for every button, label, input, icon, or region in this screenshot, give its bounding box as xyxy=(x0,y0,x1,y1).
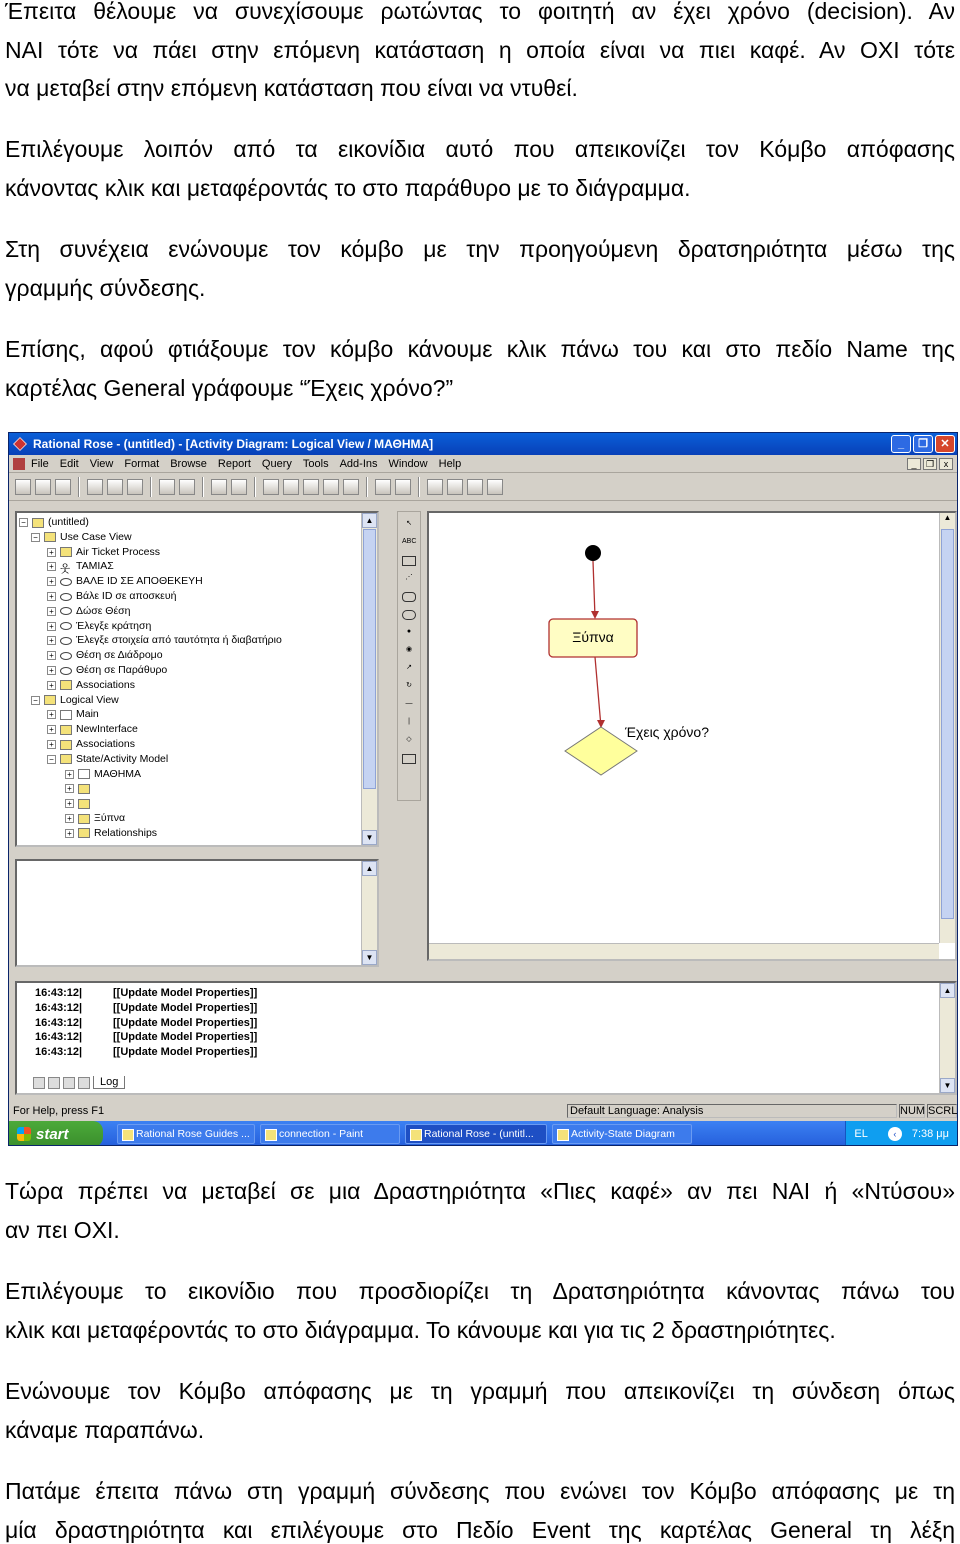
log-entry xyxy=(35,1031,257,1043)
decision-tool-icon[interactable]: ◇ xyxy=(406,736,412,743)
tree-item[interactable] xyxy=(47,752,168,767)
decision-label: Έχεις χρόνο? xyxy=(625,724,709,740)
self-transition-tool-icon[interactable]: ↻ xyxy=(406,682,412,689)
log-text: [[Update Model Properties]] xyxy=(113,1046,258,1059)
start-button[interactable] xyxy=(9,1121,103,1146)
scroll-up-icon[interactable]: ▲ xyxy=(943,513,952,522)
text-line: κάναμε παραπάνω. xyxy=(5,1416,205,1443)
anchor-tool-icon[interactable]: ⋰ xyxy=(405,574,413,581)
paragraph-decision-intro xyxy=(5,0,955,108)
tree-item[interactable] xyxy=(47,574,203,589)
text-line: Στη συνέχεια ενώνουμε τον κόμβο με την προηγούμενη δρατσηριότητα μέσω της xyxy=(5,236,955,262)
tree-item-label: Associations xyxy=(76,738,135,750)
tree-item-label: Έλεγξε κράτηση xyxy=(76,619,152,632)
end-state-tool-icon[interactable]: ◉ xyxy=(405,646,413,653)
browser-tree xyxy=(17,513,361,845)
state-tool-icon[interactable] xyxy=(402,592,416,602)
log-time: 16:43:12| xyxy=(35,1016,83,1029)
tray-arrow-icon[interactable]: ‹ xyxy=(888,1127,902,1141)
scroll-down-icon[interactable]: ▼ xyxy=(940,1078,955,1093)
toolbar-separator xyxy=(150,477,152,497)
tree-item-label: Associations xyxy=(76,678,135,691)
expand-icon[interactable]: + xyxy=(47,681,56,690)
save-icon[interactable] xyxy=(55,479,71,495)
tree-item[interactable] xyxy=(31,693,119,708)
expand-icon[interactable]: + xyxy=(47,636,56,645)
help-icon[interactable] xyxy=(211,479,227,495)
mdi-controls xyxy=(907,458,953,470)
tree-item[interactable] xyxy=(31,530,132,545)
tree-item-label: Use Case View xyxy=(60,530,132,543)
tree-item-label: Logical View xyxy=(60,693,119,706)
expand-icon[interactable]: + xyxy=(47,651,56,660)
expand-icon[interactable]: − xyxy=(31,696,40,705)
expand-icon[interactable]: + xyxy=(65,829,74,838)
text-line: κλικ και μεταφέροντάς το στο διάγραμμα. Το κάνουμε και για τις 2 δραστηριότητες. xyxy=(5,1316,836,1343)
tree-item-label: ΤΑΜΙΑΣ xyxy=(76,560,114,573)
log-scrollbar[interactable] xyxy=(939,983,955,1093)
expand-icon[interactable]: + xyxy=(65,770,74,779)
text-line: ΝΑΙ τότε να πάει στην επόμενη κατάσταση η οποία είναι να πιει καφέ. Αν ΟΧΙ τότε xyxy=(5,36,955,63)
task-paint[interactable]: connection - Paint xyxy=(260,1124,400,1144)
mdi-close-button[interactable]: x xyxy=(939,458,953,470)
menu-browse[interactable]: Browse xyxy=(170,457,207,470)
paragraph-name-field xyxy=(5,330,955,407)
open-icon[interactable] xyxy=(35,479,51,495)
expand-icon[interactable]: + xyxy=(47,562,56,571)
text-line: Ενώνουμε τον Κόμβο απόφασης με τη γραμμή που απεικονίζει τη σύνδεση όπως xyxy=(5,1378,955,1404)
log-tabs xyxy=(33,1076,125,1089)
usecase-icon xyxy=(60,593,72,601)
expand-icon[interactable]: + xyxy=(65,814,74,823)
prev-tab-icon[interactable] xyxy=(48,1077,60,1089)
menu-edit[interactable]: Edit xyxy=(59,457,79,470)
close-button[interactable]: ✕ xyxy=(935,435,955,453)
tree-item[interactable] xyxy=(47,737,135,752)
diagram-icon xyxy=(60,710,72,720)
tree-item[interactable] xyxy=(65,781,94,796)
tree-item-label: Relationships xyxy=(94,826,158,839)
deployment-diagram-icon[interactable] xyxy=(343,479,359,495)
state-icon xyxy=(78,799,90,809)
tree-item-label: Θέση σε Παράθυρο xyxy=(76,664,168,676)
log-window xyxy=(15,981,957,1095)
tree-item-label: Έλεγξε στοιχεία από ταυτότητα ή διαβατήριο xyxy=(76,634,282,647)
windows-logo-icon xyxy=(17,1127,31,1141)
paragraph-connect-node xyxy=(5,230,955,307)
usecase-icon xyxy=(60,652,72,660)
log-entry xyxy=(35,1017,257,1029)
view-doc-icon[interactable] xyxy=(231,479,247,495)
log-time: 16:43:12| xyxy=(35,1001,83,1014)
toolbar xyxy=(9,473,957,501)
system-tray xyxy=(845,1121,957,1146)
tree-item[interactable] xyxy=(47,545,160,560)
cut-icon[interactable] xyxy=(87,479,103,495)
fit-window-icon[interactable] xyxy=(467,479,483,495)
scroll-down-icon[interactable]: ▼ xyxy=(362,830,377,845)
help-hint: For Help, press F1 xyxy=(13,1105,105,1117)
folder-icon xyxy=(44,532,56,542)
log-entry xyxy=(35,1046,257,1058)
vertical-sync-tool-icon[interactable]: | xyxy=(408,718,410,725)
tab-log[interactable]: Log xyxy=(93,1076,125,1089)
swimlane-tool-icon[interactable] xyxy=(402,754,416,764)
toolbar-separator xyxy=(202,477,204,497)
paste-icon[interactable] xyxy=(127,479,143,495)
copy-icon[interactable] xyxy=(107,479,123,495)
tree-item-label: Βάλε ID σε αποσκευή xyxy=(76,590,177,602)
tree-item[interactable] xyxy=(65,811,125,826)
tree-item[interactable] xyxy=(47,707,99,722)
document-icon xyxy=(13,458,25,470)
menu-bar xyxy=(9,455,957,473)
expand-icon[interactable]: − xyxy=(47,755,56,764)
window-title: Rational Rose - (untitled) - [Activity Diagram: Logical View / ΜΑΘΗΜΑ] xyxy=(33,437,434,451)
mdi-minimize-button[interactable]: _ xyxy=(907,458,921,470)
expand-icon[interactable]: + xyxy=(47,592,56,601)
menu-format[interactable]: Format xyxy=(124,457,160,470)
tree-item[interactable] xyxy=(19,515,89,530)
rational-rose-screenshot xyxy=(8,432,958,1146)
menu-file[interactable]: File xyxy=(31,457,49,470)
activity-diagram-canvas[interactable] xyxy=(427,511,957,961)
activity-tool-icon[interactable] xyxy=(402,610,416,620)
task-activity-state[interactable]: Activity-State Diagram xyxy=(552,1124,692,1144)
horizontal-sync-tool-icon[interactable]: — xyxy=(405,700,413,707)
tree-item-label: Main xyxy=(76,708,99,721)
num-lock-indicator: NUM xyxy=(900,1105,926,1117)
browse-icon[interactable] xyxy=(179,479,195,495)
task-rational-rose[interactable]: Rational Rose - (untitl... xyxy=(405,1124,547,1144)
tree-item[interactable] xyxy=(65,796,94,811)
menu-view[interactable]: View xyxy=(89,457,114,470)
statemodel-icon xyxy=(60,754,72,764)
tree-item-label: Θέση σε Διάδρομο xyxy=(76,649,163,662)
tree-item-label: Air Ticket Process xyxy=(76,545,161,558)
interface-icon xyxy=(60,725,72,735)
expand-icon[interactable]: + xyxy=(65,784,74,793)
transition-line[interactable] xyxy=(593,561,595,617)
paragraph-select-activity-icon xyxy=(5,1272,955,1349)
usecase-icon xyxy=(60,607,72,615)
usecase-icon xyxy=(60,637,72,645)
usecase-icon xyxy=(60,667,72,675)
expand-icon[interactable]: + xyxy=(47,622,56,631)
minimize-button[interactable]: _ xyxy=(891,435,911,453)
expand-icon[interactable]: − xyxy=(31,533,40,542)
doc-scrollbar[interactable] xyxy=(361,861,377,965)
rose-app-icon xyxy=(13,437,27,451)
default-language: Default Language: Analysis xyxy=(567,1104,897,1118)
paragraph-transition-activity xyxy=(5,1172,955,1249)
component-diagram-icon[interactable] xyxy=(303,479,319,495)
text-line: Επίσης, αφού φτιάξουμε τον κόμβο κάνουμε κλικ πάνω του και στο πεδίο Name της xyxy=(5,336,955,362)
tree-item-label: NewInterface xyxy=(76,723,138,736)
toolbar-separator xyxy=(418,477,420,497)
start-state-tool-icon[interactable]: ● xyxy=(406,628,412,635)
log-text: [[Update Model Properties]] xyxy=(113,1031,258,1044)
tree-item[interactable] xyxy=(47,663,167,678)
paragraph-connect-decision xyxy=(5,1372,955,1449)
toolbar-separator xyxy=(366,477,368,497)
tree-item[interactable] xyxy=(47,678,135,693)
tree-item-label: ΒΑΛΕ ID ΣΕ ΑΠΟΘΕΚΕΥΗ xyxy=(76,575,203,588)
clock: 7:38 μμ xyxy=(911,1128,949,1140)
expand-icon[interactable]: + xyxy=(65,799,74,808)
parent-icon[interactable] xyxy=(375,479,391,495)
dot-icon xyxy=(78,784,90,794)
scroll-up-icon[interactable]: ▲ xyxy=(940,983,955,998)
diagram-icon xyxy=(78,769,90,779)
tree-item[interactable] xyxy=(47,722,138,737)
start-state[interactable] xyxy=(585,545,601,561)
menu-addins[interactable]: Add-Ins xyxy=(339,457,378,470)
text-line: καρτέλας General γράφουμε “Έχεις χρόνο?” xyxy=(5,374,454,401)
previous-diagram-icon[interactable] xyxy=(395,479,411,495)
expand-icon[interactable]: + xyxy=(47,725,56,734)
text-line: Τώρα πρέπει να μεταβεί σε μια Δραστηριότητα «Πιες καφέ» αν πει ΝΑΙ ή «Ντύσου» xyxy=(5,1178,955,1204)
transition-arrowhead xyxy=(591,611,599,619)
tree-item[interactable] xyxy=(47,559,114,574)
tree-item[interactable] xyxy=(47,604,130,619)
status-bar xyxy=(9,1103,957,1119)
diagram-hscrollbar[interactable] xyxy=(429,943,939,959)
menu-query[interactable]: Query xyxy=(261,457,292,470)
text-line: να μεταβεί στην επόμενη κατάσταση που είναι να ντυθεί. xyxy=(5,75,578,101)
start-label: start xyxy=(36,1125,69,1143)
text-line: Επιλέγουμε λοιπόν από τα εικονίδια αυτό που απεικονίζει τον Κόμβο απόφασης xyxy=(5,136,955,162)
state-diagram-icon[interactable] xyxy=(323,479,339,495)
expand-icon[interactable]: + xyxy=(47,577,56,586)
text-line: μία δραστηριότητα και επιλέγουμε στο Πεδίο Event της καρτέλας General τη λέξη xyxy=(5,1516,955,1543)
assoc-icon xyxy=(60,680,72,690)
package-icon xyxy=(60,547,72,557)
log-time: 16:43:12| xyxy=(35,1046,83,1059)
toolbar-separator xyxy=(78,477,80,497)
log-text: [[Update Model Properties]] xyxy=(113,1001,258,1014)
scroll-thumb[interactable] xyxy=(941,529,954,919)
menu-window[interactable]: Window xyxy=(388,457,428,470)
diagram-toolbox xyxy=(397,511,421,801)
expand-icon[interactable]: + xyxy=(47,548,56,557)
next-tab-icon[interactable] xyxy=(63,1077,75,1089)
zoom-in-icon[interactable] xyxy=(427,479,443,495)
zoom-out-icon[interactable] xyxy=(447,479,463,495)
transition-line[interactable] xyxy=(595,657,601,727)
toolbar-separator xyxy=(254,477,256,497)
selection-tool-icon[interactable]: ↖ xyxy=(406,520,412,527)
paragraph-event-field xyxy=(5,1472,955,1544)
tree-item[interactable] xyxy=(47,633,282,648)
usecase-icon xyxy=(60,578,72,586)
first-tab-icon[interactable] xyxy=(33,1077,45,1089)
scroll-lock-indicator: SCRL xyxy=(928,1105,958,1117)
assoc-icon xyxy=(78,828,90,838)
maximize-button[interactable]: ❐ xyxy=(913,435,933,453)
text-line: Έπειτα θέλουμε να συνεχίσουμε ρωτώντας το φοιτητή αν έχει χρόνο (decision). Αν xyxy=(5,0,955,24)
log-text: [[Update Model Properties]] xyxy=(113,987,258,999)
log-time: 16:43:12| xyxy=(35,1031,83,1044)
model-browser xyxy=(15,511,379,847)
tree-item-label: Ξύπνα xyxy=(94,812,126,824)
text-line: γραμμής σύνδεσης. xyxy=(5,274,206,301)
language-indicator[interactable]: EL xyxy=(854,1128,868,1140)
expand-icon[interactable]: + xyxy=(47,607,56,616)
scroll-down-icon[interactable]: ▼ xyxy=(362,950,377,965)
state-icon xyxy=(78,814,90,824)
log-entry xyxy=(35,987,257,999)
transition-tool-icon[interactable]: ↗ xyxy=(406,664,412,671)
text-line: Πατάμε έπειτα πάνω στη γραμμή σύνδεσης που ενώνει τον Κόμβο απόφασης με τη xyxy=(5,1478,955,1504)
expand-icon[interactable]: + xyxy=(47,740,56,749)
windows-taskbar xyxy=(9,1121,957,1146)
log-text: [[Update Model Properties]] xyxy=(113,1016,258,1029)
scroll-thumb[interactable] xyxy=(363,529,376,789)
new-icon[interactable] xyxy=(15,479,31,495)
tree-item[interactable] xyxy=(47,648,163,663)
tree-item-label: State/Activity Model xyxy=(76,752,169,765)
print-icon[interactable] xyxy=(159,479,175,495)
mdi-restore-button[interactable]: ❐ xyxy=(923,458,937,470)
scroll-up-icon[interactable]: ▲ xyxy=(362,513,377,528)
expand-icon[interactable]: − xyxy=(19,518,28,527)
menu-report[interactable]: Report xyxy=(217,457,251,470)
last-tab-icon[interactable] xyxy=(78,1077,90,1089)
log-entry xyxy=(35,1002,257,1014)
documentation-pane[interactable] xyxy=(15,859,379,967)
diagram-svg xyxy=(429,513,941,945)
task-rose-guides[interactable]: Rational Rose Guides ... xyxy=(117,1124,255,1144)
class-diagram-icon[interactable] xyxy=(263,479,279,495)
browser-scrollbar[interactable] xyxy=(361,513,377,845)
assoc-icon xyxy=(60,740,72,750)
interaction-diagram-icon[interactable] xyxy=(283,479,299,495)
folder-icon xyxy=(32,518,44,528)
tree-item-label: Δώσε Θέση xyxy=(76,604,131,617)
note-tool-icon[interactable] xyxy=(402,556,416,566)
text-tool-icon[interactable]: ABC xyxy=(402,538,417,545)
menu-help[interactable]: Help xyxy=(438,457,462,470)
scroll-up-icon[interactable]: ▲ xyxy=(362,861,377,876)
paragraph-select-icon xyxy=(5,130,955,207)
undo-fit-icon[interactable] xyxy=(487,479,503,495)
tree-item-label: ΜΑΘΗΜΑ xyxy=(94,767,142,780)
activity-label: Ξύπνα xyxy=(572,629,614,645)
tree-item[interactable] xyxy=(47,589,176,604)
text-line: Επιλέγουμε το εικονίδιο που προσδιορίζει τη Δρατσηριότητα κάνοντας πάνω του xyxy=(5,1278,955,1304)
menu-tools[interactable]: Tools xyxy=(302,457,329,470)
log-time: 16:43:12| xyxy=(35,987,83,999)
actor-icon: 웃 xyxy=(60,562,71,575)
text-line: αν πει ΟΧΙ. xyxy=(5,1216,120,1243)
text-line: κάνοντας κλικ και μεταφέροντάς το στο παράθυρο με το διάγραμμα. xyxy=(5,174,691,201)
expand-icon[interactable]: + xyxy=(47,666,56,675)
diagram-vscrollbar[interactable] xyxy=(939,513,955,943)
tree-item-label: (untitled) xyxy=(48,516,89,528)
tree-item[interactable] xyxy=(65,767,141,782)
folder-icon xyxy=(44,695,56,705)
usecase-icon xyxy=(60,622,72,630)
expand-icon[interactable]: + xyxy=(47,710,56,719)
tree-item[interactable] xyxy=(47,619,151,634)
tree-item[interactable] xyxy=(65,826,157,841)
title-bar xyxy=(9,433,957,455)
